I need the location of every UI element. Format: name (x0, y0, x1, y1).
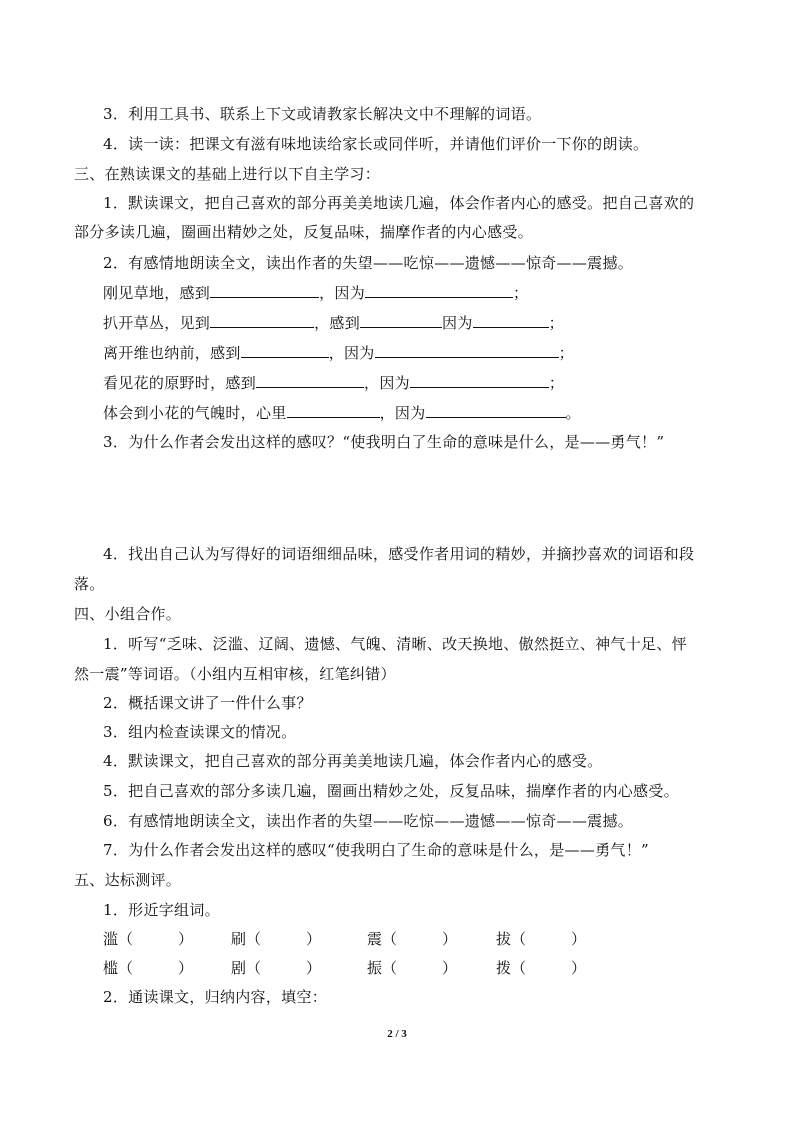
fill-line-1-prompt: 刚见草地，感到 (103, 284, 211, 302)
fill-line-3-because: ，因为 (328, 344, 375, 362)
s4-item-4: 4．默读课文，把自己喜欢的部分再美美地读几遍，体会作者内心的感受。 (103, 752, 603, 770)
section-3-heading: 三、在熟读课文的基础上进行以下自主学习： (74, 165, 381, 183)
s4-item-1-line-2: 然一震”等词语。（小组内互相审核，红笔纠错） (74, 665, 396, 683)
s3-item-3: 3．为什么作者会发出这样的感叹？“使我明白了生命的意味是什么，是——勇气！” (103, 433, 665, 451)
answer-blank[interactable] (426, 402, 566, 418)
answer-blank[interactable] (210, 282, 319, 298)
answer-blank[interactable] (256, 372, 364, 388)
answer-blank[interactable] (375, 342, 559, 358)
fill-line-1-end: ； (513, 284, 529, 302)
answer-blank[interactable] (410, 372, 549, 388)
fill-line-2-end: ； (548, 314, 564, 332)
fill-line-3-prompt: 离开维也纳前，感到 (103, 344, 241, 362)
s5-item-2: 2．通读课文，归纳内容，填空： (103, 988, 328, 1006)
word-cell: 振（ ） (367, 959, 458, 977)
fill-line-4-end: ； (548, 374, 565, 392)
s3-item-1-line-2: 部分多读几遍，圈画出精妙之处，反复品味，揣摩作者的内心感受。 (74, 223, 534, 241)
word-cell: 拔（ ） (496, 930, 587, 948)
instruction-4: 4．读一读：把课文有滋有味地读给家长或同伴听，并请他们评价一下你的朗读。 (103, 135, 649, 153)
fill-line-5-prompt: 体会到小花的气魄时，心里 (103, 404, 287, 422)
fill-line-3-end: ； (558, 344, 574, 362)
answer-blank[interactable] (287, 402, 380, 418)
s4-item-1-line-1: 1．听写“乏味、泛滥、辽阔、遗憾、气魄、清晰、改天换地、傲然挺立、神气十足、怦 (103, 635, 687, 653)
answer-blank[interactable] (210, 312, 314, 328)
answer-blank[interactable] (360, 312, 442, 328)
fill-line-2 (103, 312, 564, 333)
s3-item-4-line-1: 4．找出自己认为写得好的词语细细品味，感受作者用词的精妙，并摘抄喜欢的词语和段 (103, 545, 695, 563)
s3-item-4-line-2: 落。 (74, 575, 105, 593)
fill-line-4-prompt: 看见花的原野时，感到 (103, 374, 257, 392)
s4-item-2: 2．概括课文讲了一件什么事？ (103, 694, 312, 712)
section-4-heading: 四、小组合作。 (74, 605, 182, 623)
fill-line-3 (103, 342, 574, 363)
word-cell: 拨（ ） (496, 959, 587, 977)
fill-line-2-felt: ，感到 (314, 314, 361, 332)
word-cell: 槛（ ） (103, 959, 194, 977)
word-cell: 剧（ ） (231, 959, 322, 977)
page-number: 2 / 3 (387, 1028, 407, 1040)
word-cell: 震（ ） (367, 930, 458, 948)
word-cell: 滥（ ） (103, 930, 194, 948)
answer-blank[interactable] (241, 342, 329, 358)
s5-item-1: 1．形近字组词。 (103, 901, 220, 919)
s4-item-6: 6．有感情地朗读全文，读出作者的失望——吃惊——遗憾——惊奇——震撼。 (103, 812, 634, 830)
answer-blank[interactable] (473, 312, 549, 328)
s4-item-7: 7．为什么作者会发出这样的感叹“使我明白了生命的意味是什么，是——勇气！” (103, 841, 649, 859)
fill-line-5 (103, 402, 581, 423)
instruction-3: 3．利用工具书、联系上下文或请教家长解决文中不理解的词语。 (103, 105, 542, 123)
fill-line-4 (103, 372, 564, 393)
answer-blank[interactable] (365, 282, 513, 298)
fill-line-1-because: ，因为 (319, 284, 366, 302)
fill-line-5-because: ，因为 (379, 404, 426, 422)
s3-item-2: 2．有感情地朗读全文，读出作者的失望——吃惊——遗憾——惊奇——震撼。 (103, 254, 634, 272)
fill-line-2-prompt: 扒开草丛，见到 (103, 314, 211, 332)
section-5-heading: 五、达标测评。 (74, 871, 182, 889)
fill-line-4-because: ，因为 (364, 374, 410, 392)
s4-item-3: 3．组内检查读课文的情况。 (103, 723, 297, 741)
fill-line-2-because: 因为 (442, 314, 473, 332)
word-cell: 刷（ ） (231, 930, 322, 948)
s4-item-5: 5．把自己喜欢的部分多读几遍，圈画出精妙之处，反复品味，揣摩作者的内心感受。 (103, 782, 679, 800)
fill-line-1 (103, 282, 528, 303)
s3-item-1-line-1: 1．默读课文，把自己喜欢的部分再美美地读几遍，体会作者内心的感受。把自己喜欢的 (103, 194, 695, 212)
fill-line-5-end: 。 (565, 404, 581, 422)
